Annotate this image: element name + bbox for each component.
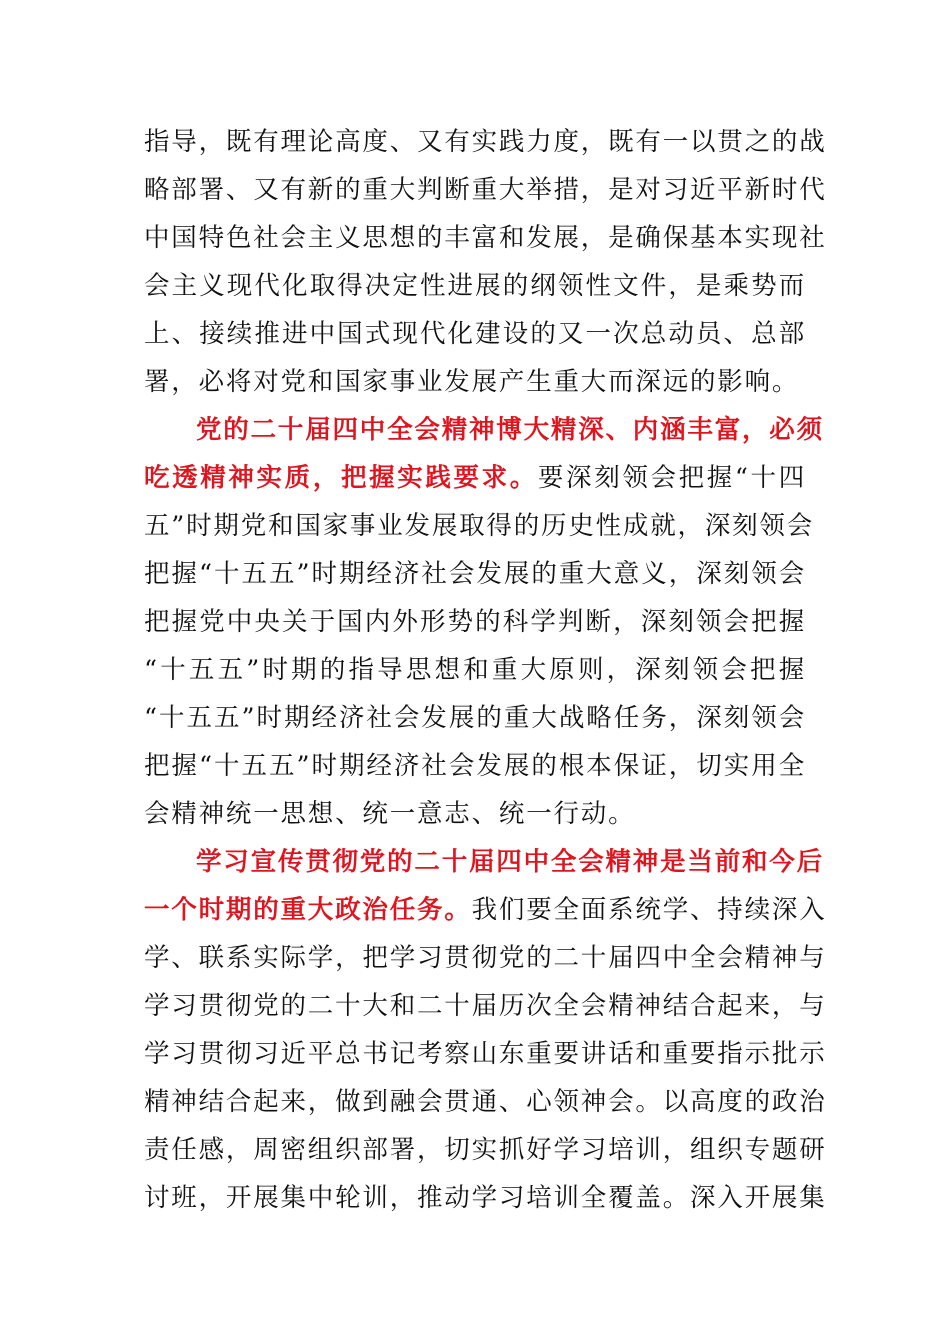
paragraph-2 bbox=[144, 406, 824, 838]
paragraph-line: 会精神统一思想、统一意志、统一行动。 bbox=[144, 799, 636, 829]
paragraph-line: 略部署、又有新的重大判断重大举措，是对习近平新时代 bbox=[144, 175, 827, 205]
paragraph-line: 学习贯彻习近平总书记考察山东重要讲话和重要指示批示 bbox=[144, 1039, 827, 1069]
paragraph-line bbox=[144, 886, 827, 934]
paragraph-line: 署，必将对党和国家事业发展产生重大而深远的影响。 bbox=[144, 367, 800, 397]
paragraph-line: 讨班，开展集中轮训，推动学习培训全覆盖。深入开展集 bbox=[144, 1183, 827, 1213]
document-page bbox=[144, 118, 827, 1222]
paragraph-line: 五”时期党和国家事业发展取得的历史性成就，深刻领会 bbox=[144, 511, 815, 541]
paragraph-line: 把握党中央关于国内外形势的科学判断，深刻领会把握 bbox=[144, 607, 806, 637]
paragraph-line: 学习贯彻党的二十大和二十届历次全会精神结合起来，与 bbox=[144, 991, 827, 1021]
paragraph-text: 要深刻领会把握“十四 bbox=[537, 463, 806, 493]
highlight-heading: 一个时期的重大政治任务。 bbox=[144, 895, 472, 925]
highlight-heading: 学习宣传贯彻党的二十届四中全会精神是当前和今后 bbox=[196, 847, 824, 877]
paragraph-line: “十五五”时期的指导思想和重大原则，深刻领会把握 bbox=[144, 655, 806, 685]
paragraph-line bbox=[144, 406, 824, 454]
paragraph-1 bbox=[144, 118, 827, 406]
paragraph-line: 中国特色社会主义思想的丰富和发展，是确保基本实现社 bbox=[144, 223, 827, 253]
paragraph-line bbox=[144, 454, 806, 502]
paragraph-line: 学、联系实际学，把学习贯彻党的二十届四中全会精神与 bbox=[144, 943, 827, 973]
paragraph-line: 精神结合起来，做到融会贯通、心领神会。以高度的政治 bbox=[144, 1087, 827, 1117]
paragraph-3 bbox=[144, 838, 827, 1222]
paragraph-line: 责任感，周密组织部署，切实抓好学习培训，组织专题研 bbox=[144, 1135, 827, 1165]
highlight-heading: 吃透精神实质，把握实践要求。 bbox=[144, 463, 538, 493]
paragraph-line: 把握“十五五”时期经济社会发展的根本保证，切实用全 bbox=[144, 751, 806, 781]
paragraph-line: “十五五”时期经济社会发展的重大战略任务，深刻领会 bbox=[144, 703, 806, 733]
paragraph-line: 把握“十五五”时期经济社会发展的重大意义，深刻领会 bbox=[144, 559, 806, 589]
paragraph-line bbox=[144, 838, 824, 886]
paragraph-line: 上、接续推进中国式现代化建设的又一次总动员、总部 bbox=[144, 319, 806, 349]
paragraph-line: 指导，既有理论高度、又有实践力度，既有一以贯之的战 bbox=[144, 127, 827, 157]
paragraph-text: 我们要全面系统学、持续深入 bbox=[471, 895, 827, 925]
paragraph-line: 会主义现代化取得决定性进展的纲领性文件，是乘势而 bbox=[144, 271, 806, 301]
highlight-heading: 党的二十届四中全会精神博大精深、内涵丰富，必须 bbox=[196, 415, 824, 445]
